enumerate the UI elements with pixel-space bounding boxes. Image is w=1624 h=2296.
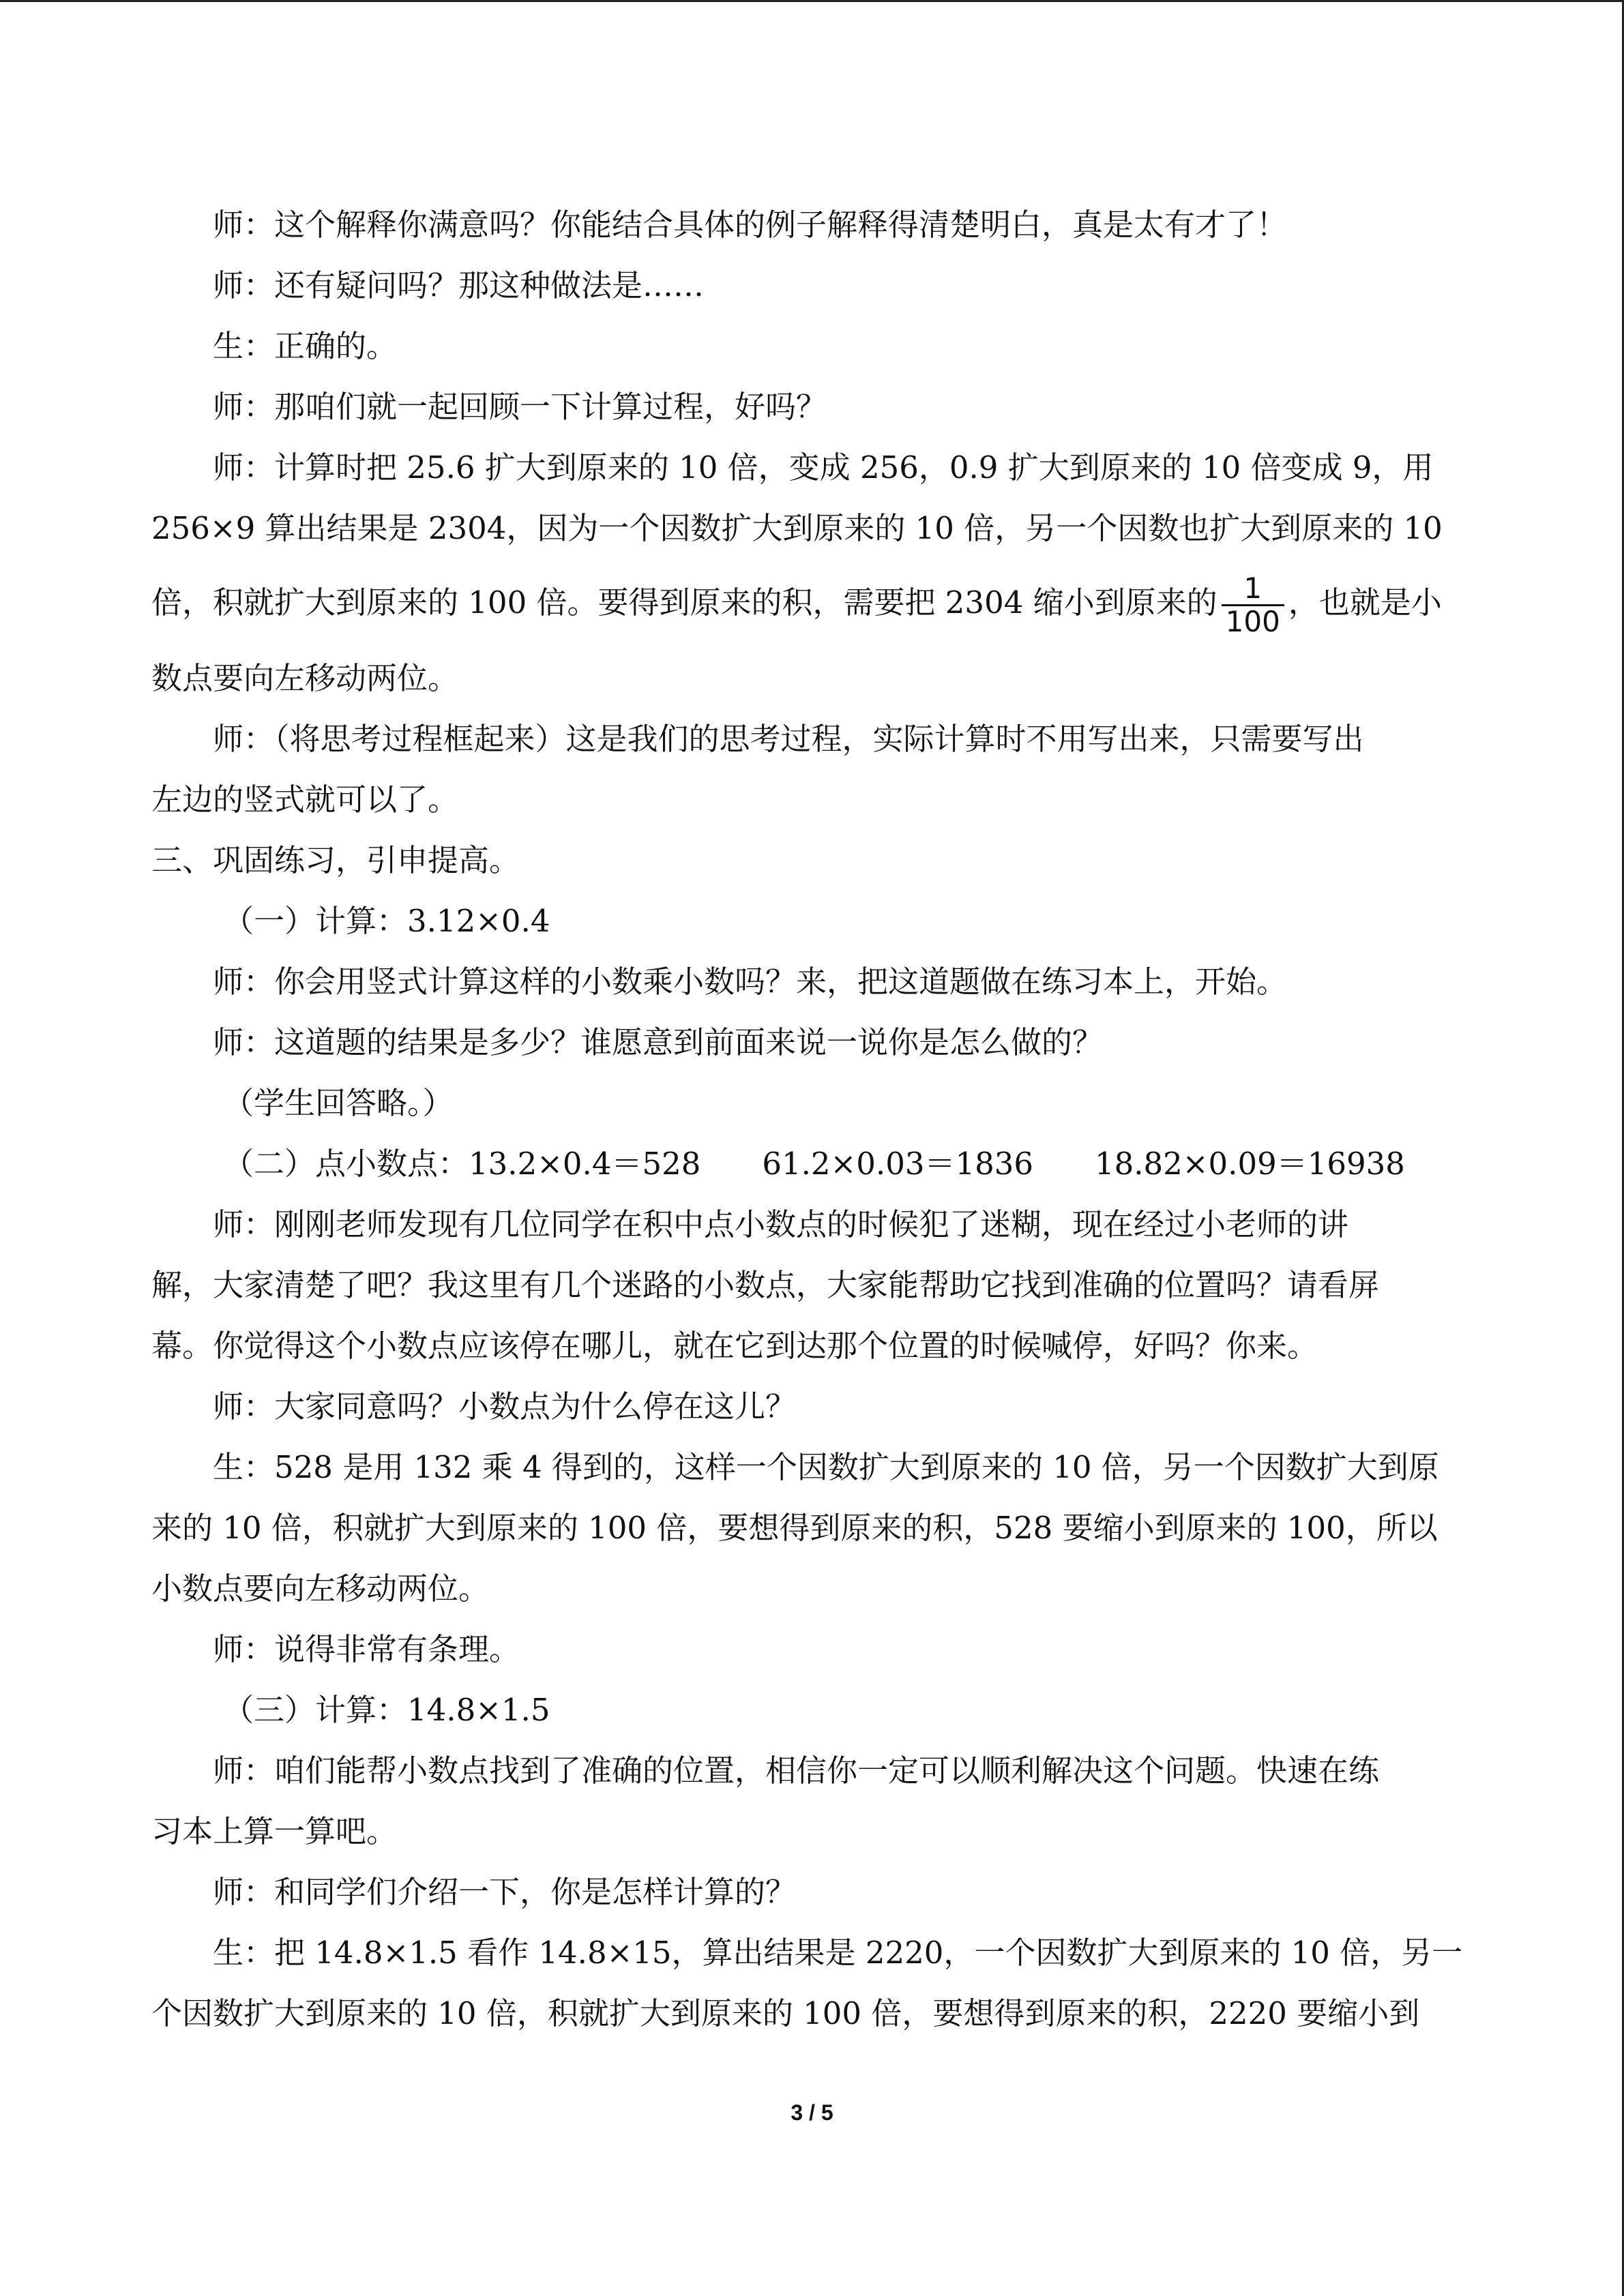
paragraph-line: 数点要向左移动两位。: [151, 660, 459, 696]
fraction-denominator: 100: [1222, 604, 1284, 638]
paragraph-line: （学生回答略。）: [223, 1085, 454, 1121]
exercise-heading: （三）计算：14.8×1.5: [223, 1692, 550, 1728]
paragraph-line: 生：把 14.8×1.5 看作 14.8×15，算出结果是 2220，一个因数扩大到原来的 10 倍，另一: [213, 1935, 1463, 1971]
paragraph-line: 师：说得非常有条理。: [213, 1631, 520, 1667]
paragraph-line: 师：（将思考过程框起来）这是我们的思考过程，实际计算时不用写出来，只需要写出: [213, 721, 1364, 757]
line-text-after-fraction: ，也就是小: [1288, 584, 1442, 621]
paragraph-line: 小数点要向左移动两位。: [151, 1570, 490, 1607]
line-text-before-fraction: 倍，积就扩大到原来的 100 倍。要得到原来的积，需要把 2304 缩小到原来的: [151, 584, 1217, 621]
paragraph-line: 个因数扩大到原来的 10 倍，积就扩大到原来的 100 倍，要想得到原来的积，2220 要缩小到: [151, 1995, 1420, 2031]
paragraph-line-with-fraction: [151, 571, 1442, 638]
paragraph-line: 生：正确的。: [213, 328, 398, 364]
fraction: [1222, 573, 1284, 638]
exercise-heading: （二）点小数点：13.2×0.4＝528 61.2×0.03＝1836 18.82×0.09＝16938: [223, 1146, 1405, 1182]
paragraph-line: 师：刚刚老师发现有几位同学在积中点小数点的时候犯了迷糊，现在经过小老师的讲: [213, 1206, 1349, 1242]
paragraph-line: 师：咱们能帮小数点找到了准确的位置，相信你一定可以顺利解决这个问题。快速在练: [213, 1753, 1380, 1789]
paragraph-line: 左边的竖式就可以了。: [151, 781, 459, 818]
paragraph-line: 生：528 是用 132 乘 4 得到的，这样一个因数扩大到原来的 10 倍，另一个因数扩大到原: [213, 1449, 1439, 1485]
top-border: [0, 0, 1624, 2]
paragraph-line: 师：这个解释你满意吗？你能结合具体的例子解释得清楚明白，真是太有才了！: [213, 207, 1288, 243]
paragraph-line: 师：和同学们介绍一下，你是怎样计算的？: [213, 1874, 797, 1910]
section-heading: 三、巩固练习，引申提高。: [151, 842, 520, 878]
exercise-heading: （一）计算：3.12×0.4: [223, 903, 550, 939]
paragraph-line: 师：还有疑问吗？那这种做法是……: [213, 267, 705, 303]
paragraph-line: 来的 10 倍，积就扩大到原来的 100 倍，要想得到原来的积，528 要缩小到原来的 100，所以: [151, 1510, 1438, 1546]
fraction-numerator: 1: [1243, 571, 1263, 605]
paragraph-line: 师：计算时把 25.6 扩大到原来的 10 倍，变成 256，0.9 扩大到原来的 10 倍变成 9，用: [213, 449, 1434, 486]
paragraph-line: 师：那咱们就一起回顾一下计算过程，好吗？: [213, 389, 827, 425]
paragraph-line: 师：大家同意吗？小数点为什么停在这儿？: [213, 1388, 797, 1425]
paragraph-line: 256×9 算出结果是 2304，因为一个因数扩大到原来的 10 倍，另一个因数也扩大到原来的 10: [151, 510, 1443, 546]
page-number: 3 / 5: [791, 2100, 833, 2125]
paragraph-line: 习本上算一算吧。: [151, 1813, 398, 1849]
paragraph-line: 师：你会用竖式计算这样的小数乘小数吗？来，把这道题做在练习本上，开始。: [213, 964, 1288, 1000]
paragraph-line: 师：这道题的结果是多少？谁愿意到前面来说一说你是怎么做的？: [213, 1024, 1104, 1060]
paragraph-line: 幕。你觉得这个小数点应该停在哪儿，就在它到达那个位置的时候喊停，好吗？你来。: [151, 1328, 1318, 1364]
paragraph-line: 解，大家清楚了吧？我这里有几个迷路的小数点，大家能帮助它找到准确的位置吗？请看屏: [151, 1267, 1380, 1303]
